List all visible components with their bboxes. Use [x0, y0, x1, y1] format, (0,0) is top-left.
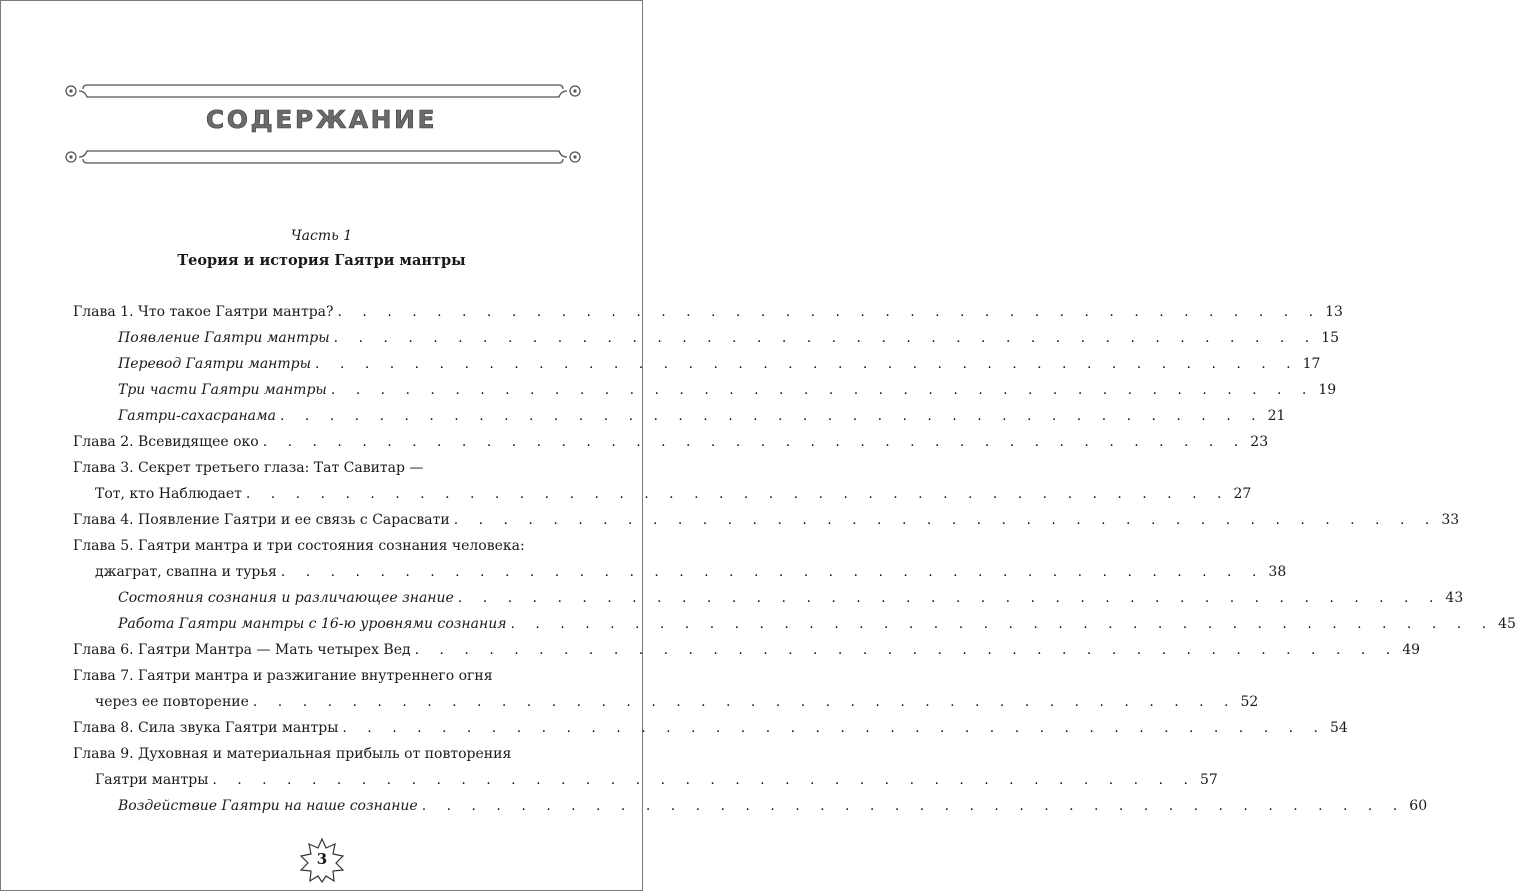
toc-entry-page: 60 [1409, 798, 1428, 814]
toc-entry-page: 52 [1240, 694, 1259, 710]
toc-entry-title: Три части Гаятри мантры [118, 382, 327, 398]
toc-entry-title: Состояния сознания и различающее знание [118, 590, 454, 606]
toc-entry[interactable] [73, 351, 1321, 377]
toc-entry-title: Глава 9. Духовная и материальная прибыль от повторения [73, 746, 512, 762]
dot-leader: . . . . . . . . . . . . . . . . . . . . . . . . . . . . . . . . . . . . . . . . [453, 512, 1438, 528]
dot-leader: . . . . . . . . . . . . . . . . . . . . . . . . . . . . . . . . . . . . . . . . [252, 694, 1237, 710]
toc-entry-page: 19 [1318, 382, 1337, 398]
dot-leader: . . . . . . . . . . . . . . . . . . . . . . . . . . . . . . . . . . . . . . . . [457, 590, 1442, 606]
toc-entry[interactable] [73, 533, 575, 559]
toc-entry-title: Появление Гаятри мантры [118, 330, 330, 346]
toc-entry-title: Глава 3. Секрет третьего глаза: Тат Савитар — [73, 460, 424, 476]
toc-entry-title: Глава 2. Всевидящее око [73, 434, 259, 450]
toc-entry-title: через ее повторение [95, 694, 249, 710]
toc-entry-title: Гаятри-сахасранама [118, 408, 276, 424]
toc-entry[interactable] [73, 715, 1348, 741]
toc-entry-page: 38 [1268, 564, 1287, 580]
toc-entry-title: Глава 7. Гаятри мантра и разжигание внутреннего огня [73, 668, 493, 684]
toc-entry-page: 23 [1250, 434, 1269, 450]
dot-leader: . . . . . . . . . . . . . . . . . . . . . . . . . . . . . . . . . . . . . . . . [279, 408, 1264, 424]
toc-entry[interactable] [73, 793, 1428, 819]
toc-entry-title: Глава 4. Появление Гаятри и ее связь с Сарасвати [73, 512, 450, 528]
toc-entry-page: 27 [1233, 486, 1252, 502]
toc-entry[interactable] [73, 767, 1218, 793]
toc-entry[interactable] [73, 299, 1343, 325]
toc-entry[interactable] [73, 741, 575, 767]
dot-leader: . . . . . . . . . . . . . . . . . . . . . . . . . . . . . . . . . . . . . . . . [212, 772, 1196, 788]
toc-entry-title: Воздействие Гаятри на наше сознание [118, 798, 418, 814]
page-title: СОДЕРЖАНИЕ [205, 105, 438, 134]
part-label: Часть 1 [290, 228, 353, 244]
toc-entry[interactable] [73, 585, 1464, 611]
dot-leader: . . . . . . . . . . . . . . . . . . . . . . . . . . . . . . . . . . . . . . . . [421, 798, 1406, 814]
dot-leader: . . . . . . . . . . . . . . . . . . . . . . . . . . . . . . . . . . . . . . . . [337, 304, 1322, 320]
toc-entry-page: 43 [1445, 590, 1464, 606]
toc-entry-page: 54 [1329, 720, 1348, 736]
toc-entry-title: Тот, кто Наблюдает [95, 486, 242, 502]
toc-entry-page: 17 [1302, 356, 1321, 372]
toc-entry[interactable] [73, 481, 1252, 507]
toc-entry-page: 13 [1325, 304, 1343, 320]
toc-entry[interactable] [73, 637, 1421, 663]
toc-entry[interactable] [73, 507, 1460, 533]
toc-entry[interactable] [73, 455, 575, 481]
toc-entry-title: Глава 8. Сила звука Гаятри мантры [73, 720, 339, 736]
toc-entry[interactable] [73, 611, 1516, 637]
dot-leader: . . . . . . . . . . . . . . . . . . . . . . . . . . . . . . . . . . . . . . . . [315, 356, 1299, 372]
table-of-contents [73, 299, 1516, 819]
toc-entry[interactable] [73, 663, 575, 689]
dot-leader: . . . . . . . . . . . . . . . . . . . . . . . . . . . . . . . . . . . . . . . . [333, 330, 1318, 346]
top-ornament [63, 81, 583, 101]
toc-entry-page: 21 [1267, 408, 1286, 424]
toc-entry-page: 45 [1498, 616, 1516, 632]
toc-entry-title: Глава 5. Гаятри мантра и три состояния сознания человека: [73, 538, 525, 554]
dot-leader: . . . . . . . . . . . . . . . . . . . . . . . . . . . . . . . . . . . . . . . . [342, 720, 1326, 736]
part-title: Теория и история Гаятри мантры [177, 252, 466, 269]
toc-entry[interactable] [73, 377, 1337, 403]
toc-entry-title: Глава 1. Что такое Гаятри мантра? [73, 304, 334, 320]
toc-entry[interactable] [73, 403, 1286, 429]
page-number-badge [299, 837, 345, 883]
toc-entry-title: джаграт, свапна и турья [95, 564, 277, 580]
toc-entry[interactable] [73, 325, 1340, 351]
toc-entry-title: Перевод Гаятри мантры [118, 356, 312, 372]
toc-entry-title: Гаятри мантры [95, 772, 209, 788]
toc-entry-page: 57 [1199, 772, 1218, 788]
toc-entry[interactable] [73, 689, 1259, 715]
page-number: 3 [316, 850, 328, 868]
dot-leader: . . . . . . . . . . . . . . . . . . . . . . . . . . . . . . . . . . . . . . . . [414, 642, 1399, 658]
toc-entry-title: Работа Гаятри мантры с 16-ю уровнями сознания [118, 616, 507, 632]
dot-leader: . . . . . . . . . . . . . . . . . . . . . . . . . . . . . . . . . . . . . . . . [330, 382, 1315, 398]
toc-entry[interactable] [73, 559, 1287, 585]
bottom-ornament [63, 147, 583, 167]
toc-entry[interactable] [73, 429, 1269, 455]
toc-entry-page: 15 [1321, 330, 1340, 346]
toc-entry-page: 49 [1402, 642, 1421, 658]
toc-entry-title: Глава 6. Гаятри Мантра — Мать четырех Вед [73, 642, 411, 658]
dot-leader: . . . . . . . . . . . . . . . . . . . . . . . . . . . . . . . . . . . . . . . . [262, 434, 1247, 450]
dot-leader: . . . . . . . . . . . . . . . . . . . . . . . . . . . . . . . . . . . . . . . . [510, 616, 1495, 632]
toc-entry-page: 33 [1441, 512, 1460, 528]
dot-leader: . . . . . . . . . . . . . . . . . . . . . . . . . . . . . . . . . . . . . . . . [280, 564, 1265, 580]
dot-leader: . . . . . . . . . . . . . . . . . . . . . . . . . . . . . . . . . . . . . . . . [245, 486, 1230, 502]
